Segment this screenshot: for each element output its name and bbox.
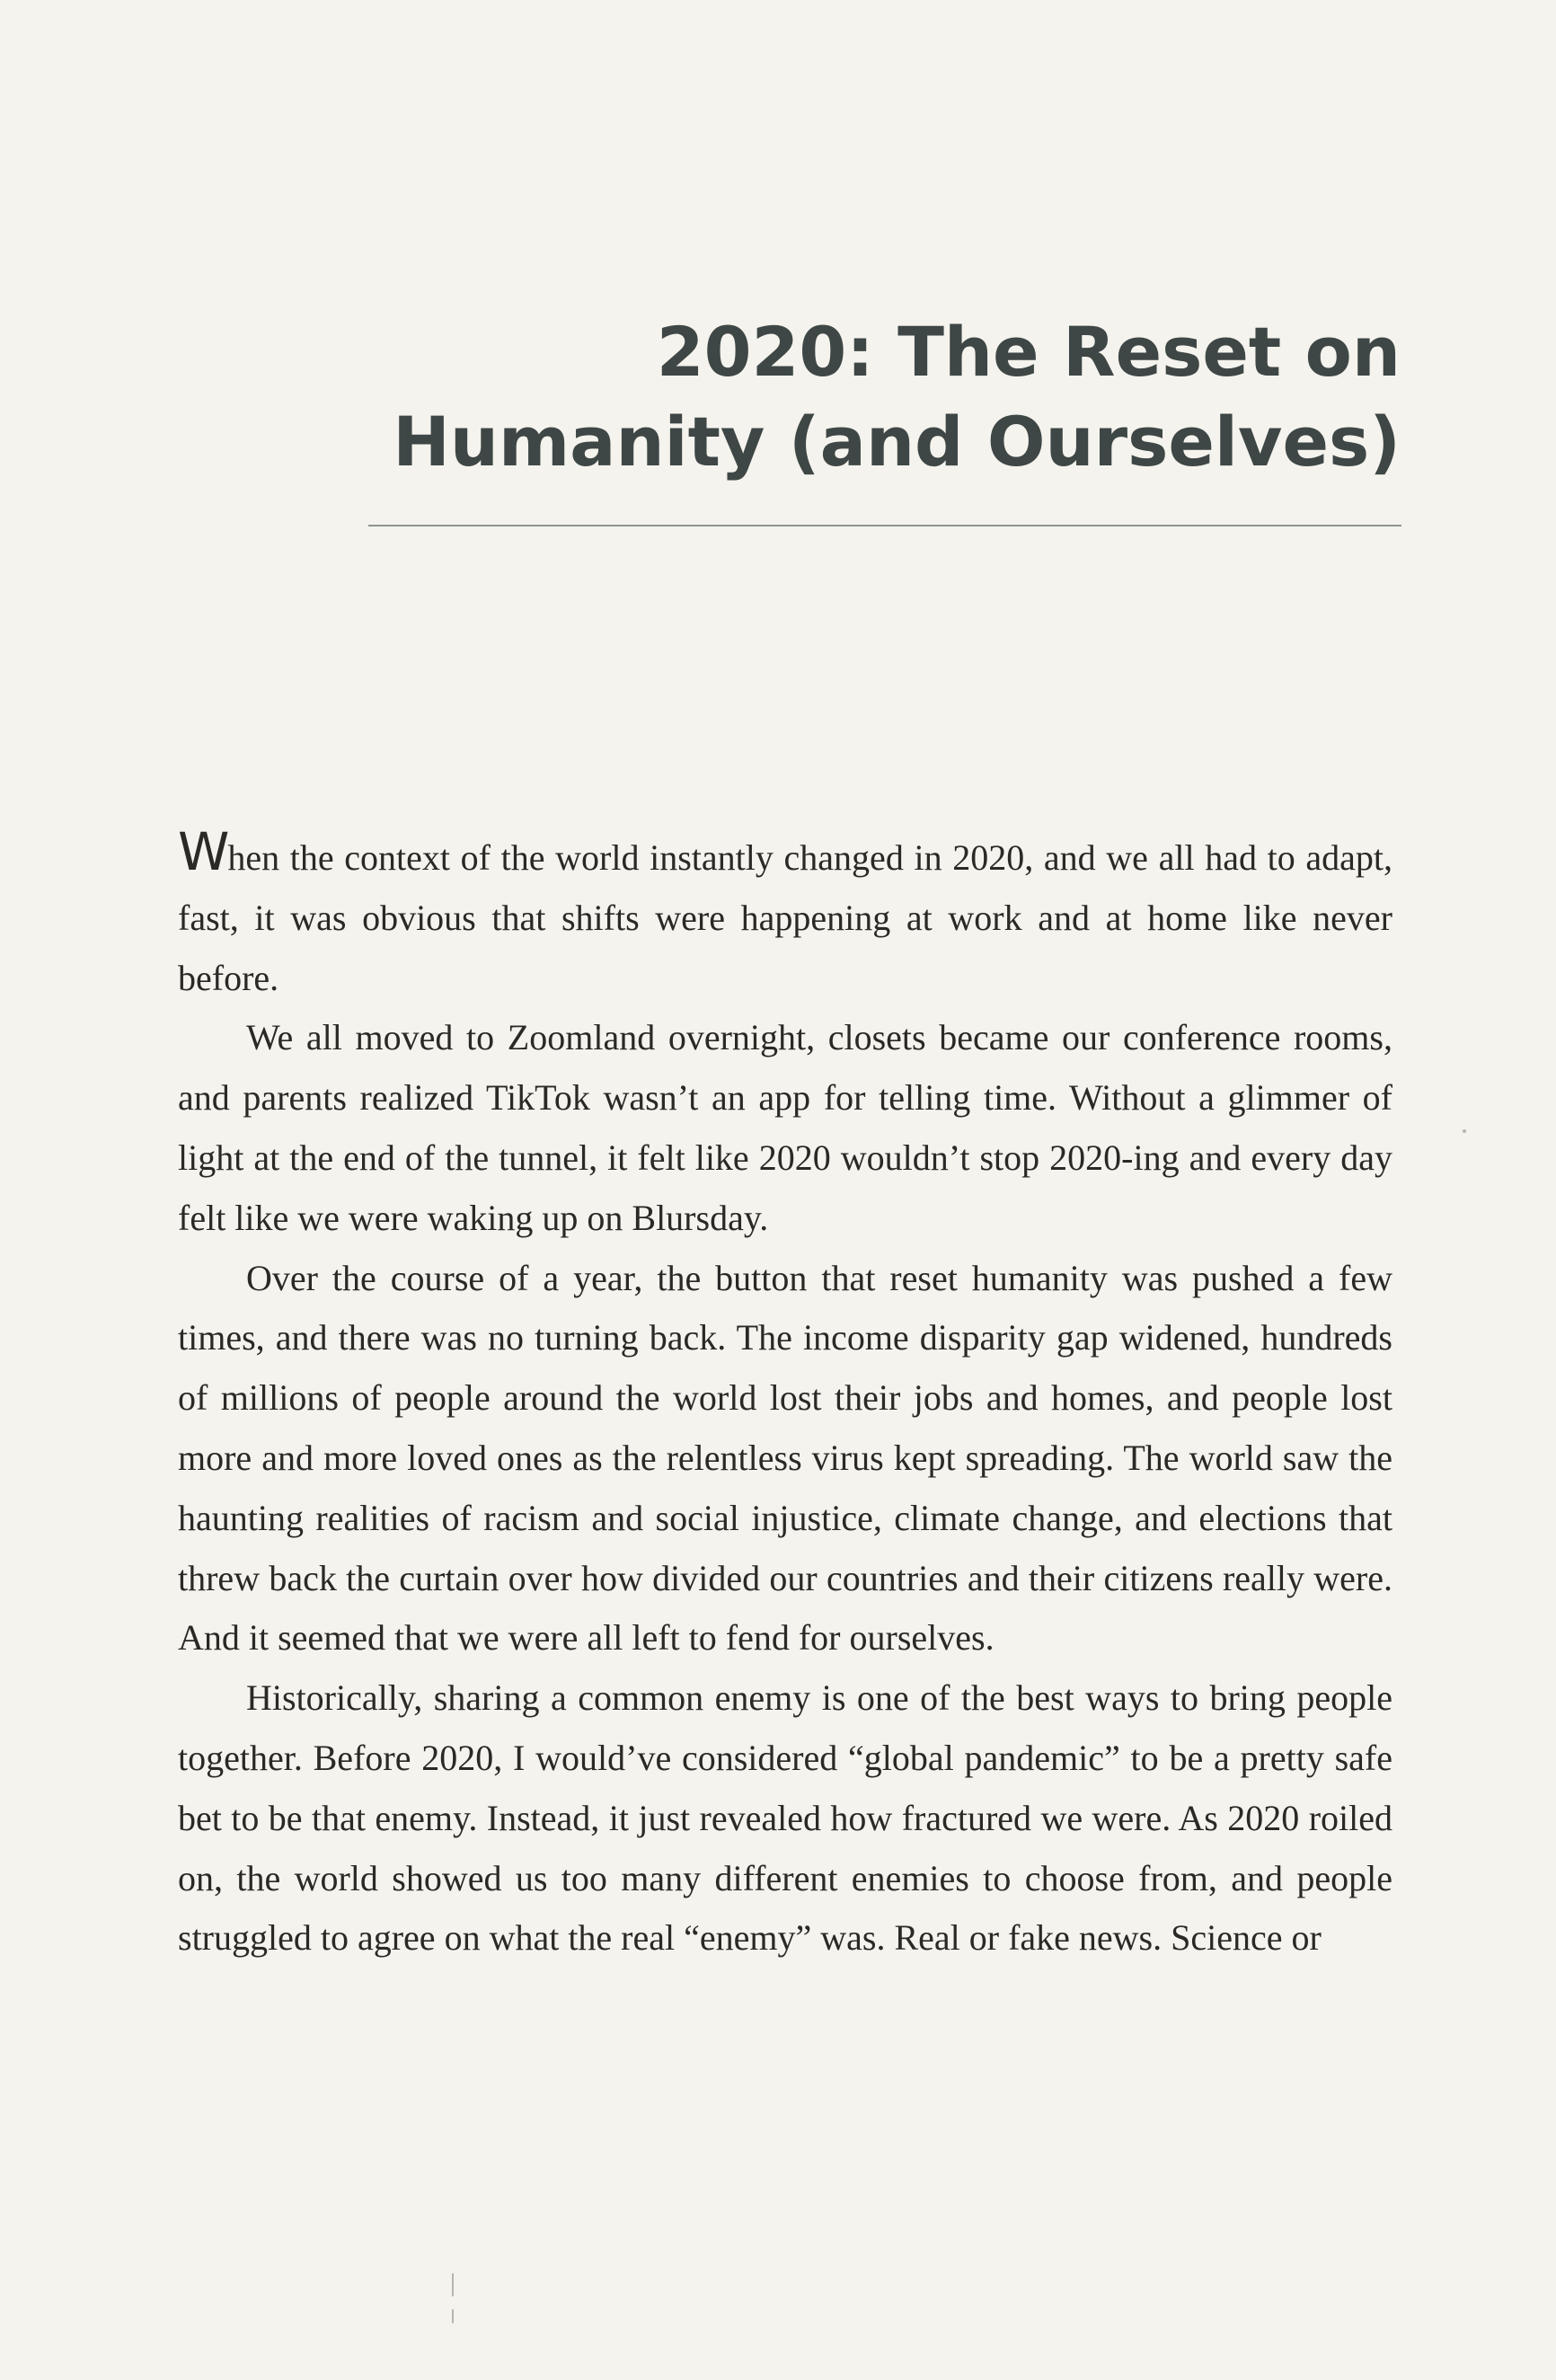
- chapter-title-line-2: Humanity (and Ourselves): [393, 402, 1401, 482]
- paragraph-2: We all moved to Zoomland overnight, closets became our conference rooms, and parents realized TikTok wasn’t an app for telling time. Without a glimmer of light at the end of the tunnel, it felt like 2020 wouldn’t stop 2020-ing and every day felt like we were waking up on Blursday.: [178, 1017, 1392, 1238]
- title-divider: [368, 525, 1401, 526]
- chapter-title: [323, 307, 1401, 487]
- scan-speck: [452, 2309, 454, 2323]
- paragraph-1-text: hen the context of the world instantly changed in 2020, and we all had to adapt, fast, it was obvious that shifts were happening at work and at home like never before.: [178, 837, 1392, 998]
- chapter-title-line-1: 2020: The Reset on: [656, 312, 1401, 392]
- chapter-body: [178, 821, 1392, 1969]
- drop-initial: W: [178, 821, 228, 882]
- paragraph-3: Over the course of a year, the button that reset humanity was pushed a few times, and there was no turning back. The income disparity gap widened, hundreds of millions of people around the world lost their jobs and homes, and people lost more and more loved ones as the relentless virus kept spreading. The world saw the haunting realities of racism and social injustice, climate change, and elections that threw back the curtain over how divided our countries and their citizens really were. And it seemed that we were all left to fend for ourselves.: [178, 1257, 1392, 1659]
- scan-speck: [1463, 1129, 1466, 1133]
- scan-speck: [452, 2273, 454, 2296]
- paragraph-1: [178, 821, 1392, 1008]
- paragraph-4: Historically, sharing a common enemy is one of the best ways to bring people together. Before 2020, I would’ve considered “global pandemic” to be a pretty safe bet to be that enemy. Instead, it just revealed how fractured we were. As 2020 roiled on, the world showed us too many different enemies to choose from, and people struggled to agree on what the real “enemy” was. Real or fake news. Science or: [178, 1677, 1392, 1959]
